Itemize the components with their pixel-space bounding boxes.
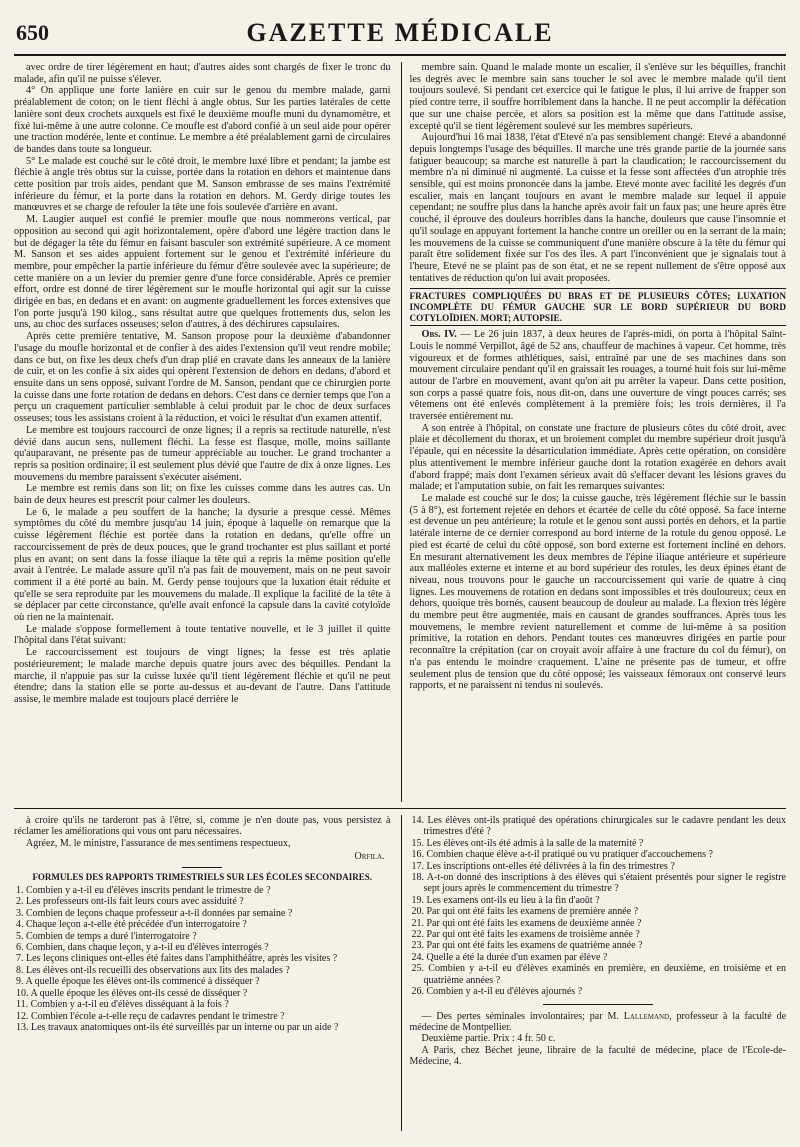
- list-item: 4. Chaque leçon a-t-elle été précédée d'un interrogatoire ?: [16, 919, 247, 931]
- list-item: 15. Les élèves ont-ils été admis à la salle de la maternité ?: [411, 837, 644, 849]
- paragraph: Le malade est couché sur le dos; la cuisse gauche, très légèrement fléchie sur le bassin (5 à 8°), est fortement rejetée en dehors et écartée de celle du côté opposé. Sa face interne est devenue un peu antérieure; la rotule et le genou sont aussi portés en dehors, et la partie latérale interne de ce dernier correspond au bord interne de la rotule du genou opposé. Le pied est écarté de celui du côté opposé, son bord externe est fortement incliné en dehors. En mesurant alternativement les deux membres de l'épine iliaque antérieure et supérieure aux malléoles externe et interne et au bord supérieur des rotules, les deux épines étant de niveau, nous trouvons pour le gauche un raccourcissement qui varie de quatre à cinq lignes. Les mouvemens de rotation en dedans sont impossibles et très douloureux; ceux en dehors, quoique très bornés, causent beaucoup de douleur au malade. La flexion très légère du membre peut être augmentée, mais en causant de grandes souffrances. Après tous les mouvemens, le membre revient naturellement et comme de lui-même à sa position primitive, la rotation en dehors. Pendant toutes ces manœuvres dirigées en partie pour reconnaître la crépitation (car on croyait avoir affaire à une fracture du col du fémur), on n'a pas entendu le moindre craquement. L'aine ne présente pas de tumeur, et offre seulement plus de tension que du côté opposé; les vaisseaux fémoraux ont conservé leurs rapports, et ne paraissent ni tendus ni soulevés.: [409, 492, 786, 692]
- list-item: 2. Les professeurs ont-ils fait leurs cours avec assiduité ?: [16, 896, 244, 908]
- paragraph: Après cette première tentative, M. Sanson propose pour la deuxième d'abandonner l'usage du moufle horizontal et de confier à des aides l'extension qu'il veut rendre mobile; dans ce but, on fixe les deux chefs d'un drap plié en cravate dans les anneaux de la lanière de cuir, et on les confie à six aides qui opèrent l'extension de dehors en dedans, d'abord et ensuite dans un sens opposé, suivant l'ordre de M. Sanson, pendant que ce chirurgien porte la cuisse dans une forte rotation de dedans en dehors. C'est dans ce dernier temps que l'on a perçu un craquement particulier semblable à celui produit par le choc de deux surfaces osseuses; tous les assistans croient à la réduction, et voici le résultat d'un examen attentif.: [14, 331, 391, 425]
- paragraph: Le membre est toujours raccourci de onze lignes; il a repris sa rectitude naturelle, n'est dévié dans aucun sens, nullement fléchi. La fesse est flasque, molle, moins saillante qu'auparavant, ne présente pas de tumeur appréciable au toucher. Le grand trochanter a repris sa position ordinaire; il est seulement plus dévié que l'autre de dix à onze lignes. Les mouvemens du membre paraissent s'exécuter aisément.: [14, 424, 391, 483]
- paragraph: Aujourd'hui 16 mai 1838, l'état d'Etevé n'a pas sensiblement changé: Etevé a abandonné depuis longtemps l'usage des béquilles. Il marche une très grande partie de la journée sans fatiguer beaucoup; sa marche est naturelle à part la claudication; le raccourcissement du membre n'a ni diminué ni augmenté. La cuisse et la fesse sont affectées d'un atrophie très sensible, qui est moins prononcée dans la jambe. Etevé monte avec facilité les degrés d'un escalier, mais en lançant toujours en avant le membre malade sur lequel il appuie cependant; ne souffre plus dans la hanche après avoir fait un faux pas; une heure après être couché, il éprouve des douleurs horribles dans la hanche, douleurs que cause l'insomnie et qu'il soulage en appuyant fortement la hanche contre un oreiller ou en la serrant de la main; les mouvemens de la cuisse se communiquent d'une manière obscure à la tête du fémur qui paraît être solidement fixée sur l'os des îles. A part l'inconvénient que je signalais tout à l'heure, Etevé ne se plaint pas de son état, et ne se repent nullement de s'être opposé aux tentatives de réduction qu'on lui avait proposées.: [409, 132, 786, 284]
- list-item: 24. Quelle a été la durée d'un examen par élève ?: [411, 951, 608, 963]
- paragraph: Le malade s'oppose formellement à toute tentative nouvelle, et le 3 juillet il quitte l'hôpital dans l'état suivant:: [14, 623, 391, 647]
- list-item: 8. Les élèves ont-ils recueilli des observations aux lits des malades ?: [16, 964, 290, 976]
- journal-title: GAZETTE MÉDICALE: [246, 18, 554, 47]
- list-item: 6. Combien, dans chaque leçon, y a-t-il eu d'élèves interrogés ?: [16, 942, 269, 954]
- list-item: 19. Les examens ont-ils eu lieu à la fin d'août ?: [411, 894, 600, 906]
- paragraph: avec ordre de tirer légèrement en haut; d'autres aides sont chargés de fixer le tronc du malade, afin qu'il ne puisse s'élever.: [14, 62, 391, 85]
- question-list: [410, 815, 787, 998]
- page-header: [14, 14, 786, 56]
- list-item: 5. Combien de temps a duré l'interrogatoire ?: [16, 930, 197, 942]
- question-list: [14, 885, 391, 1033]
- paragraph: Le membre est remis dans son lit; on fixe les cuisses comme dans les autres cas. Un bain de deux heures est prescrit pour calmer les douleurs.: [14, 483, 391, 507]
- list-item: 10. A quelle époque les élèves ont-ils cessé de disséquer ?: [16, 987, 248, 999]
- divider: [182, 867, 222, 868]
- upper-left-column: [14, 62, 391, 802]
- lower-left-column: [14, 815, 391, 1131]
- notice-part: Deuxième partie. Prix : 4 fr. 50 c.: [421, 1033, 556, 1045]
- observation-label: Obs. IV.: [421, 329, 457, 341]
- notice-author: Lallemand: [623, 1010, 670, 1022]
- paragraph: 4° On applique une forte lanière en cuir sur le genou du membre malade, garni préalablement de coton; on le tient fléchi à angle obtus. Sur les parties latérales de cette lanière sont deux crochets auxquels est fixé le deuxième moufle muni du dynamomètre, et fixé lui-même à une autre colonne. Ce moufle est d'abord confié à un seul aide pour opérer une traction modérée, lente et continue. Le membre a été préalablement garni de circulaires de bandes dans toute sa longueur.: [14, 85, 391, 155]
- list-item: 23. Par qui ont été faits les examens de quatrième année ?: [411, 940, 643, 952]
- list-item: 21. Par qui ont été faits les examens de deuxième année ?: [411, 917, 642, 929]
- list-item: 7. Les leçons cliniques ont-elles été faites dans l'amphithéâtre, après les visites ?: [16, 953, 338, 965]
- letter-intro: à croire qu'ils ne tarderont pas à l'être, si, comme je n'en doute pas, vous persistez à réclamer les améliorations qui vous ont paru nécessaires.: [14, 815, 391, 838]
- lower-right-column: [401, 815, 787, 1131]
- paragraph: 5° Le malade est couché sur le côté droit, le membre luxé libre et pendant; la jambe est fléchie à angle très obtus sur la cuisse, portée dans la rotation en dehors et maintenue dans cette position par trois aides, pendant que M. Sanson embrasse de ses mains l'extrémité inférieure du fémur, et la porte dans la rotation en dehors. M. Gerdy dirige toutes les manœuvres et se charge de refouler la tête une fois soulevée d'arrière en avant.: [14, 155, 391, 214]
- paragraph: M. Laugier auquel est confié le premier moufle que nous nommerons vertical, par opposition au second qui agit horizontalement, opère d'abord une légère traction dans le but de dégager la tête du fémur en faisant basculer son extrémité supérieure. A ce moment M. Sanson et ses aides appuient fortement sur le genou et l'extrémité inférieure du membre, pour empêcher la partie inférieure du fémur d'être soulevée avec la supérieure; de cette manière on a un levier du premier genre d'une force considérable. Après ce premier effort, ordre est donné de tirer légèrement sur le moufle horizontal qui agit sur la cuisse dirigée en bas, en dedans et en avant: on augmente graduellement les forces extensives que l'on porte jusqu'à 190 kilog., sans résultat autre que quelques frottements dus, selon les uns, au choc des surfaces osseuses; selon d'autres, à des déchirures capsulaires.: [14, 214, 391, 331]
- list-item: 20. Par qui ont été faits les examens de première année ?: [411, 906, 639, 918]
- paragraph: membre sain. Quand le malade monte un escalier, il s'enlève sur les béquilles, franchit les degrés avec le membre sain sans toucher le sol avec le membre malade qu'il tient toujours soulevé. Si pendant cet exercice qui le fatigue le plus, il lui arrive de frapper son pied contre terre, il souffre horriblement dans la hanche. Il ne peut accomplir la défécation que sur une chaise percée, et alors sa position est la même que dans l'attitude assise, excepté qu'il se tient légèrement soulevé sur les membres supérieurs.: [409, 62, 786, 132]
- list-item: 25. Combien y a-t-il eu d'élèves examinés en première, en deuxième, en troisième et en quatrième années ?: [411, 963, 786, 986]
- divider: [543, 1004, 653, 1005]
- formules-title: FORMULES DES RAPPORTS TRIMESTRIELS SUR LES ÉCOLES SECONDAIRES.: [32, 871, 373, 882]
- section-heading: FRACTURES COMPLIQUÉES DU BRAS ET DE PLUSIEURS CÔTES; LUXATION INCOMPLÈTE DU FÉMUR GAUCHE SUR LE BORD SUPÉRIEUR DU BORD COTYLOÏDIEN. MORT; AUTOPSIE.: [410, 288, 787, 326]
- list-item: 14. Les élèves ont-ils pratiqué des opérations chirurgicales sur le cadavre pendant les deux trimestres d'été ?: [411, 815, 786, 838]
- notice-title-suffix: , professeur à la faculté de médecine de Montpellier.: [409, 1010, 786, 1033]
- notice-publisher: A Paris, chez Béchet jeune, libraire de la faculté de médecine, place de l'Ecole-de-Médecine, 4.: [409, 1044, 786, 1068]
- observation-text: — Le 26 juin 1837, à deux heures de l'après-midi, on porta à l'hôpital Saint-Louis le nommé Verpillot, âgé de 52 ans, chauffeur de machines à vapeur. Cet homme, très vigoureux et de formes athlétiques, saisi, entraîné par une de ses machines dans son mouvement circulaire pendant qu'il en graissait les rouages, a tourné huit fois sur lui-même autour de l'arbre en mouvement, avant qu'on ait pu arrêter la vapeur. Dans cette position, son corps a passé quatre fois, nous dit-on, dans une ouverture de vingt pouces carrés; ses vêtemens ont été enlevés complètement à la première fois; les trois dernières, il l'a traversée entièrement nu.: [409, 329, 786, 423]
- paragraph: Le 6, le malade a peu souffert de la hanche; la dysurie a presque cessé. Mêmes symptômes du côté du membre jusqu'au 14 juin, époque à laquelle on remarque que la cuisse légèrement fléchie est portée dans la rotation en dedans, qu'elle offre un raccourcissement de près de deux pouces, que le grand trochanter est plus saillant et porté plus en avant; on sent dans la fosse iliaque la tête qui a repris la même position qu'elle avait à l'entrée. Le malade assure qu'il n'a pas fait de mouvement, mais on ne peut savoir comment il a été porté au bain. M. Gerdy pense toujours que la luxation était réduite et qu'elle se sera reproduite par les mouvemens du malade. Il explique la facilité de la tête à se déplacer par cette circonstance, qu'elle avait enfoncé la capsule dans la cavité cotyloïde où rien ne la maintenait.: [14, 506, 391, 624]
- paragraph: A son entrée à l'hôpital, on constate une fracture de plusieurs côtes du côté droit, avec plaie et décollement du thorax, et un broiement complet du membre supérieur droit jusqu'à l'épaule, qui en nécessite la désarticulation immédiate. Après cette opération, on considère plus attentivement le membre inférieur gauche dont la rotation exagérée en dehors avait d'abord frappé; mais dont l'examen sérieux avait dû s'effacer devant les lésions graves du malade; et l'amputation subie, on fait les remarques suivantes:: [409, 422, 786, 493]
- list-item: 18. A-t-on donné des inscriptions à des élèves qui s'étaient présentés pour signer le registre sept jours après le commencement du trimestre ?: [411, 872, 786, 895]
- list-item: 3. Combien de leçons chaque professeur a-t-il données par semaine ?: [16, 907, 293, 919]
- observation-paragraph: [410, 329, 787, 423]
- list-item: 17. Les inscriptions ont-elles été délivrées à la fin des trimestres ?: [411, 860, 675, 872]
- list-item: 11. Combien y a-t-il eu d'élèves disséquant à la fois ?: [16, 999, 229, 1011]
- book-notice: [410, 1011, 787, 1034]
- list-item: 9. A quelle époque les élèves ont-ils commencé à disséquer ?: [16, 976, 260, 988]
- signature: Orfila.: [354, 851, 385, 863]
- list-item: 26. Combien y a-t-il eu d'élèves ajournés ?: [411, 986, 583, 998]
- list-item: 12. Combien l'école a-t-elle reçu de cadavres pendant le trimestre ?: [16, 1010, 285, 1022]
- lower-section: [14, 808, 786, 1131]
- upper-right-column: [401, 62, 787, 802]
- notice-title-prefix: — Des pertes séminales involontaires; par M.: [421, 1010, 619, 1022]
- letter-closing: Agréez, M. le ministre, l'assurance de mes sentimens respectueux,: [26, 837, 291, 849]
- list-item: 16. Combien chaque élève a-t-il pratiqué ou vu pratiquer d'accouchemens ?: [411, 849, 713, 861]
- list-item: 22. Par qui ont été faits les examens de troisième année ?: [411, 929, 640, 941]
- page-number: 650: [16, 20, 49, 45]
- list-item: 1. Combien y a-t-il eu d'élèves inscrits pendant le trimestre de ?: [16, 885, 271, 897]
- paragraph: Le raccourcissement est toujours de vingt lignes; la fesse est très aplatie postérieurement; le malade marche depuis quatre jours avec des béquilles. Pendant la marche, il n'appuie pas sur la cuisse luxée qu'il tient légèrement fléchie et qu'il ne peut étendre; dans la station elle se porte au-dessus et au-devant de l'autre. Dans l'attitude assise, le membre malade est toujours placé derrière le: [14, 647, 391, 705]
- list-item: 13. Les travaux anatomiques ont-ils été surveillés par un interne ou par un aide ?: [16, 1021, 339, 1033]
- upper-section: [14, 62, 786, 802]
